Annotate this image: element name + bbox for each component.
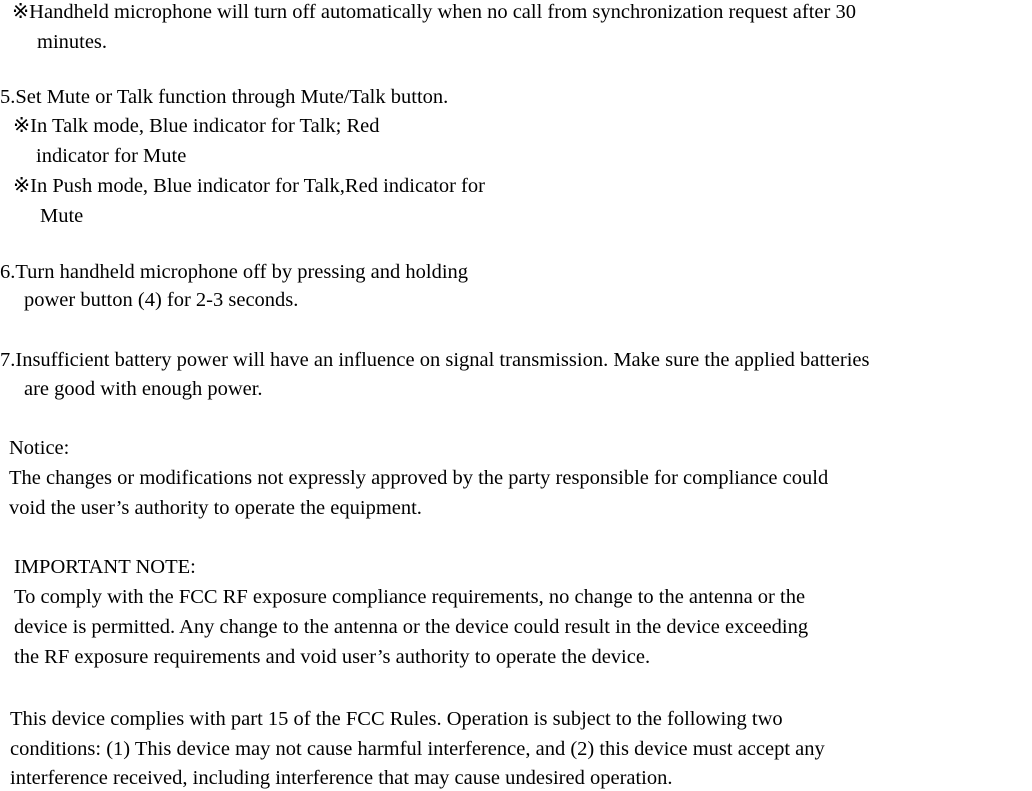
step-7-line-2: are good with enough power. [24,378,263,400]
step-7-line-1: 7.Insufficient battery power will have an influence on signal transmission. Make sure the applied batteries [0,349,870,371]
push-mode-line-2: Mute [40,205,84,227]
important-note-line-1: To comply with the FCC RF exposure compliance requirements, no change to the antenna or the [14,586,806,608]
notice-title: Notice: [9,437,70,459]
auto-off-line-2: minutes. [37,31,108,53]
fcc-line-3: interference received, including interference that may cause undesired operation. [10,767,673,789]
fcc-line-1: This device complies with part 15 of the FCC Rules. Operation is subject to the following two [10,708,783,730]
push-mode-line-1: ※In Push mode, Blue indicator for Talk,Red indicator for [13,175,485,197]
important-note-line-3: the RF exposure requirements and void user’s authority to operate the device. [14,646,651,668]
step-5-heading: 5.Set Mute or Talk function through Mute/Talk button. [0,86,449,108]
step-6-line-2: power button (4) for 2-3 seconds. [24,289,299,311]
step-6-line-1: 6.Turn handheld microphone off by pressing and holding [0,261,469,283]
important-note-line-2: device is permitted. Any change to the antenna or the device could result in the device exceeding [14,616,809,638]
notice-line-2: void the user’s authority to operate the equipment. [9,497,422,519]
notice-line-1: The changes or modifications not expressly approved by the party responsible for compliance could [9,467,829,489]
fcc-line-2: conditions: (1) This device may not cause harmful interference, and (2) this device must accept any [10,738,825,760]
talk-mode-line-1: ※In Talk mode, Blue indicator for Talk; Red [13,115,380,137]
auto-off-line-1: ※Handheld microphone will turn off automatically when no call from synchronization request after 30 [12,1,856,23]
talk-mode-line-2: indicator for Mute [36,145,187,167]
important-note-title: IMPORTANT NOTE: [14,556,196,578]
